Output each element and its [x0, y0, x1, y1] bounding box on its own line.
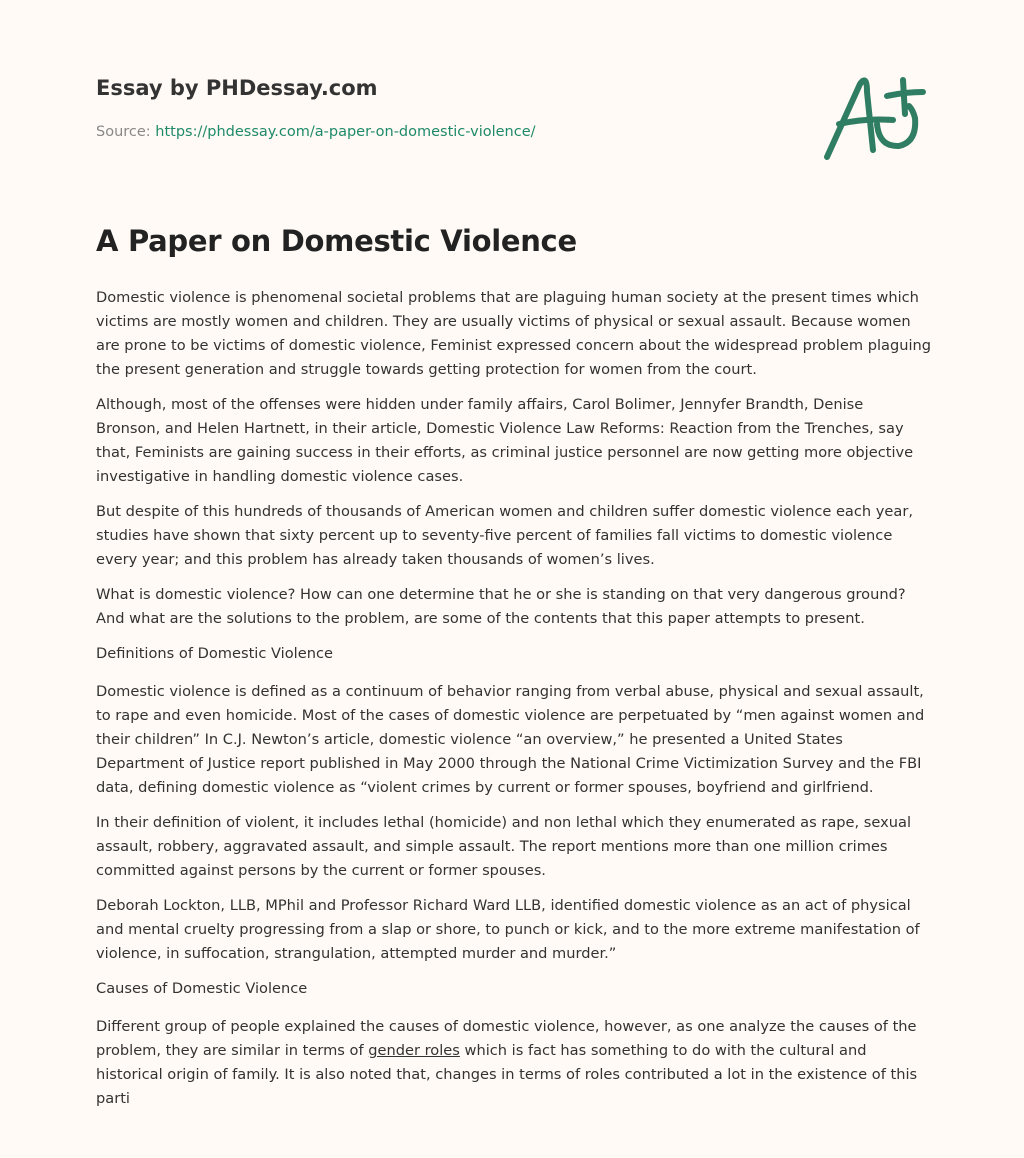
- essay-title: A Paper on Domestic Violence: [96, 224, 577, 258]
- paragraph: In their definition of violent, it includes lethal (homicide) and non lethal which they enumerated as rape, sexual assault, robbery, aggravated assault, and simple assault. The report mentions more than one million crimes committed against persons by the current or former spouses.: [96, 814, 911, 879]
- paragraph: Deborah Lockton, LLB, MPhil and Professor Richard Ward LLB, identified domestic violence as an act of physical and mental cruelty progressing from a slap or shore, to punch or kick, and to the more extreme manifestation of violence, in suffocation, strangulation, attempted murder and murder.”: [96, 897, 920, 962]
- paragraph: [96, 1015, 932, 1111]
- paragraph: Domestic violence is phenomenal societal problems that are plaguing human society at the present times which victims are mostly women and children. They are usually victims of physical or sexual assault. Because women are prone to be victims of domestic violence, Feminist expressed concern about the widespread problem plaguing the present generation and struggle towards getting protection for women from the court.: [96, 289, 932, 378]
- text: which is fact has something to do with the cultural and historical origin of family. It is also noted that, changes in terms of roles contributed a lot in the existence of this parti: [96, 1042, 918, 1107]
- source-link[interactable]: https://phdessay.com/a-paper-on-domestic-violence/: [155, 124, 536, 140]
- paragraph: Domestic violence is defined as a continuum of behavior ranging from verbal abuse, physical and sexual assault, to rape and even homicide. Most of the cases of domestic violence are perpetuated by “men against women and their children” In C.J. Newton’s article, domestic violence “an overview,” he presented a United States Department of Justice report published in May 2000 through the National Crime Victimization Survey and the FBI data, defining domestic violence as “violent crimes by current or former spouses, boyfriend and girlfriend.: [96, 683, 925, 796]
- text: Different group of people explained the causes of domestic violence, however, as one analyze the causes of the problem, they are similar in terms of: [96, 1018, 917, 1059]
- paragraph: What is domestic violence? How can one determine that he or she is standing on that very dangerous ground? And what are the solutions to the problem, are some of the contents that this paper attempts to present.: [96, 586, 906, 627]
- paragraph: But despite of this hundreds of thousands of American women and children suffer domestic violence each year, studies have shown that sixty percent up to seventy-five percent of families fall victims to domestic violence every year; and this problem has already taken thousands of women’s lives.: [96, 503, 913, 568]
- section-heading: Definitions of Domestic Violence: [96, 645, 333, 662]
- paragraph: Although, most of the offenses were hidden under family affairs, Carol Bolimer, Jennyfer Brandth, Denise Bronson, and Helen Hartnett, in their article, Domestic Violence Law Reforms: Reaction from the Trenches, say that, Feminists are gaining success in their efforts, as criminal justice personnel are now getting more objective investigative in handling domestic violence cases.: [96, 396, 914, 485]
- source-label: Source:: [96, 124, 151, 140]
- essay-body: [96, 286, 932, 1122]
- section-heading: Causes of Domestic Violence: [96, 980, 308, 997]
- gender-roles-link[interactable]: gender roles: [368, 1042, 460, 1059]
- source-line: [96, 124, 536, 140]
- a-plus-logo-icon: [815, 62, 935, 172]
- site-brand: Essay by PHDessay.com: [96, 76, 378, 100]
